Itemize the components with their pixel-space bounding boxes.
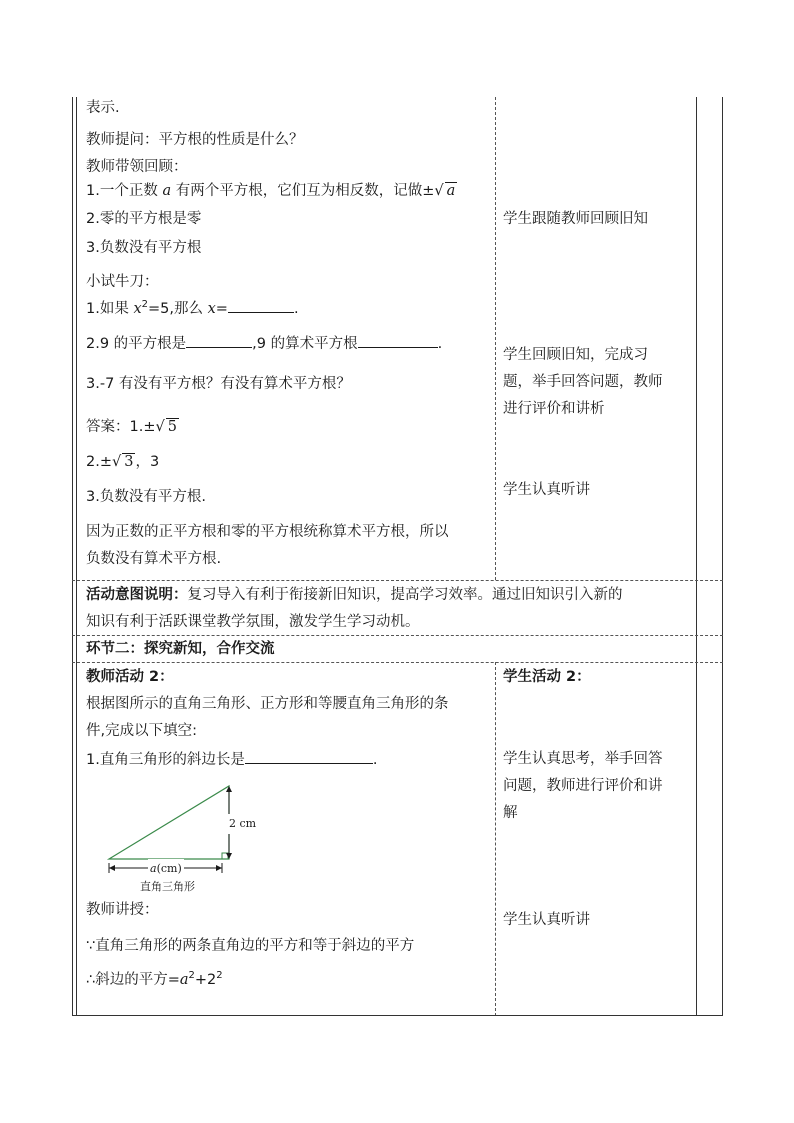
row-divider-section2 (72, 635, 723, 636)
student-activity-text: 学生回顾旧知，完成习 (503, 347, 648, 363)
answer-1: 答案：1.±√ 5 (86, 419, 177, 435)
table-inner-left-rule (76, 97, 77, 1016)
arrow-down-icon (226, 853, 232, 859)
formula-line: ∴斜边的平方$=a^2+2^2$ (86, 970, 223, 988)
table-right-rule (696, 97, 697, 1016)
section-title: 环节二：探究新知，合作交流 (86, 641, 275, 657)
text-line: 教师带领回顾： (86, 159, 188, 175)
answer-blank[interactable] (228, 298, 294, 313)
column-divider-top (495, 97, 496, 580)
teacher-activity-label: 教师活动 2： (86, 669, 174, 685)
triangle-shape (109, 786, 229, 859)
text-line: 3.负数没有平方根 (86, 240, 202, 256)
figure-base-label: a(cm) (148, 859, 184, 879)
answer-2: 2.±√ 3 ，3 (86, 454, 160, 470)
row-divider-activity (72, 662, 723, 663)
text-line: ∵直角三角形的两条直角边的平方和等于斜边的平方 (86, 938, 415, 954)
text-line: 小试牛刀： (86, 274, 159, 290)
text-line: 教师讲授： (86, 902, 159, 918)
figure-side-label: 2 cm (228, 814, 257, 834)
column-divider-bottom (495, 662, 496, 1016)
text-line: 根据图所示的直角三角形、正方形和等腰直角三角形的条 (86, 696, 449, 712)
answer-blank[interactable] (186, 333, 252, 348)
answer-blank[interactable] (358, 333, 438, 348)
figure-caption: 直角三角形 (140, 880, 195, 893)
text-line: 表示. (86, 100, 120, 116)
student-activity-text: 解 (503, 805, 518, 821)
text-line: 3.-7 有没有平方根？有没有算术平方根？ (86, 376, 351, 392)
text-line: 件,完成以下填空: (86, 723, 197, 739)
student-activity-text: 问题，教师进行评价和讲 (503, 778, 663, 794)
text-line: 负数没有算术平方根. (86, 551, 222, 567)
text-line: 2.零的平方根是零 (86, 211, 202, 227)
student-activity-text: 学生跟随教师回顾旧知 (503, 211, 648, 227)
table-bottom-rule (72, 1015, 723, 1016)
text-line: 教师提问：平方根的性质是什么？ (86, 132, 304, 148)
fill-blank-question: 1.直角三角形的斜边长是 . (86, 749, 377, 770)
student-activity-text: 题，举手回答问题，教师 (503, 374, 663, 390)
arrow-right-icon (216, 865, 222, 871)
student-activity-text: 进行评价和讲析 (503, 401, 605, 417)
answer-blank[interactable] (245, 749, 373, 764)
text-line: 因为正数的正平方根和零的平方根统称算术平方根，所以 (86, 524, 449, 540)
row-divider-intent (72, 580, 723, 581)
text-line: 3.负数没有平方根. (86, 489, 206, 505)
property-line-1: 1.一个正数 a 有两个平方根，它们互为相反数，记做±√ a (86, 183, 456, 199)
arrow-left-icon (109, 865, 115, 871)
student-activity-text: 学生认真听讲 (503, 912, 590, 928)
intent-line-1: 活动意图说明：复习导入有利于衔接新旧知识，提高学习效率。通过旧知识引入新的 (86, 587, 623, 603)
intent-line-2: 知识有利于活跃课堂教学氛围，激发学生学习动机。 (86, 614, 420, 630)
exercise-2: 2.9 的平方根是 ,9 的算术平方根 . (86, 333, 442, 354)
student-activity-text: 学生认真思考，举手回答 (503, 751, 663, 767)
student-activity-label: 学生活动 2： (503, 669, 591, 685)
student-activity-text: 学生认真听讲 (503, 482, 590, 498)
exercise-1: 1.如果 $x^2=5$,那么 x= . (86, 299, 299, 317)
